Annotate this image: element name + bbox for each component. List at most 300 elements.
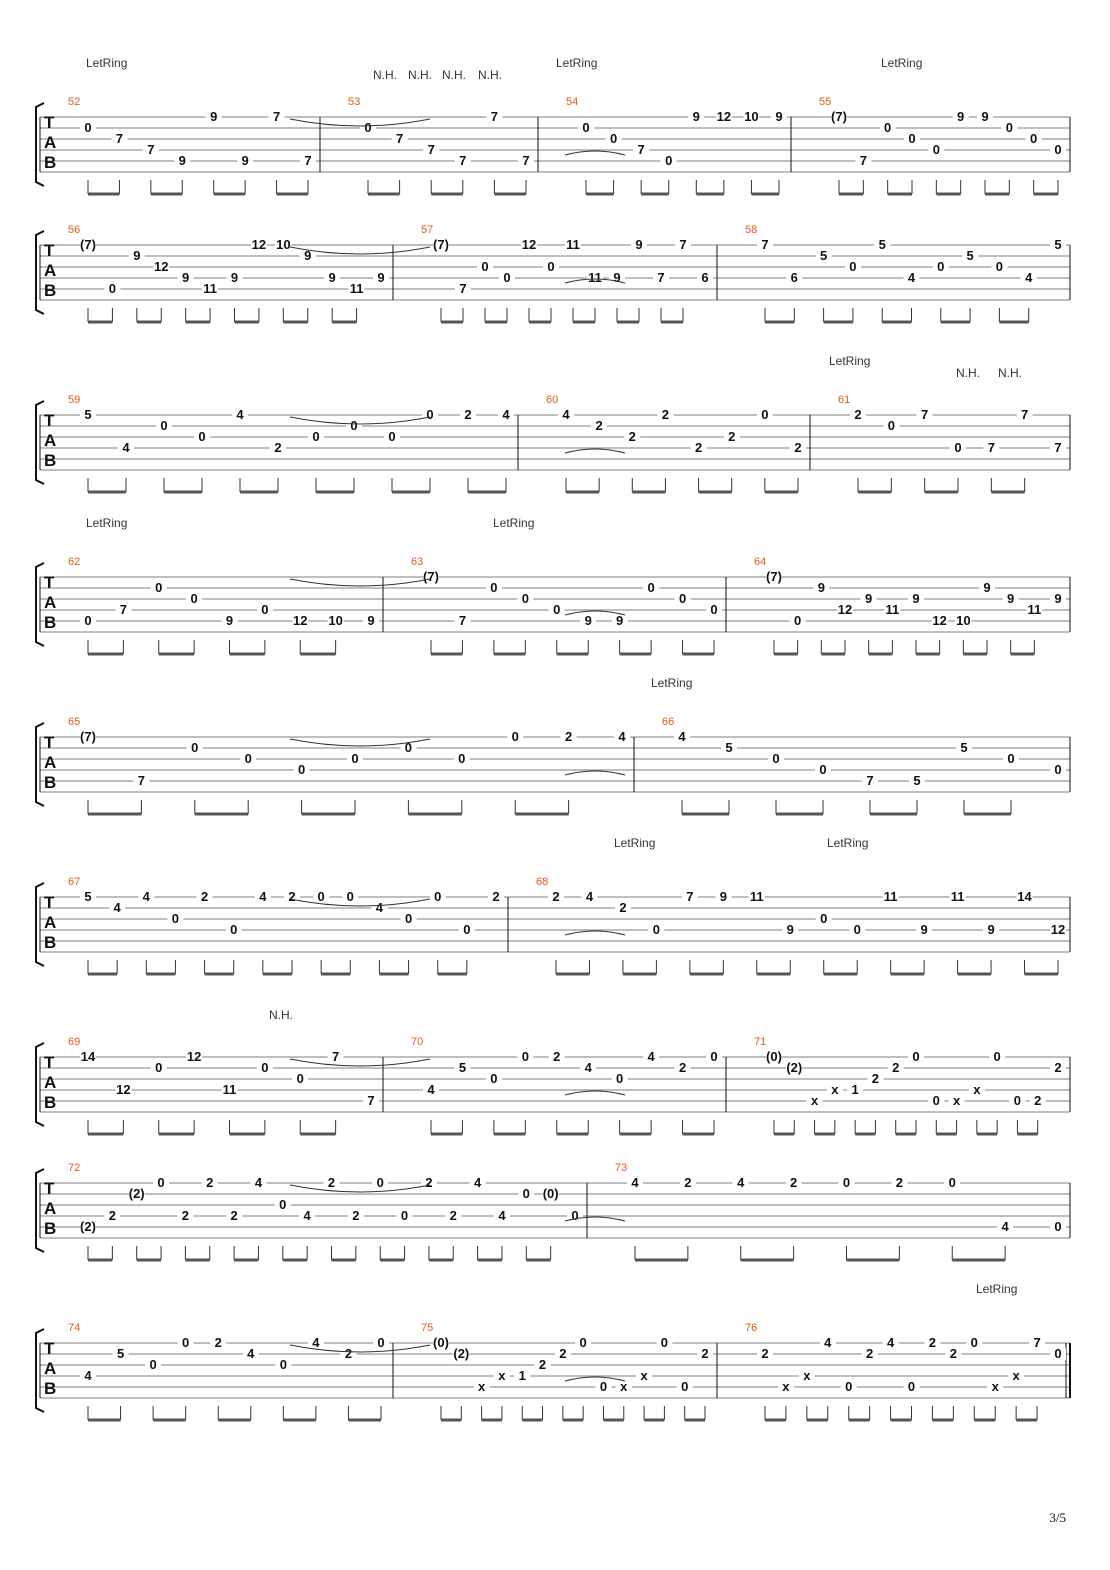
fret-number: x: [991, 1379, 999, 1394]
fret-number: 7: [332, 1049, 340, 1064]
fret-number: 11: [566, 237, 580, 252]
fret-number: 7: [657, 270, 665, 285]
fret-number: 5: [116, 1346, 125, 1361]
fret-number: 4: [1001, 1219, 1009, 1234]
tab-clef-letter: T: [44, 241, 55, 260]
tab-system: [36, 676, 1070, 814]
fret-number: 5: [960, 740, 968, 755]
tab-clef-letter: A: [44, 261, 57, 280]
fret-number: 12: [932, 613, 947, 628]
fret-number: 0: [522, 1186, 530, 1201]
fret-number: 4: [584, 1060, 592, 1075]
tab-clef-letter: B: [44, 613, 57, 632]
measure-number: 55: [819, 96, 832, 108]
measure-number: 57: [421, 224, 434, 236]
fret-number: 2: [553, 1049, 561, 1064]
fret-number: 0: [579, 1335, 587, 1350]
fret-number: 0: [794, 613, 802, 628]
fret-number: 9: [786, 922, 794, 937]
fret-number: 0: [279, 1197, 287, 1212]
fret-number: 2: [628, 429, 636, 444]
fret-number: 0: [376, 1175, 384, 1190]
fret-number: 0: [190, 591, 198, 606]
fret-number: 9: [225, 613, 234, 628]
fret-number: 0: [1007, 751, 1015, 766]
fret-number: 7: [459, 153, 467, 168]
fret-number: 4: [375, 900, 384, 915]
fret-number: 4: [236, 407, 244, 422]
fret-number: 7: [458, 613, 467, 628]
fret-number: 0: [1013, 1093, 1022, 1108]
fret-number: 2: [449, 1208, 457, 1223]
natural-harmonic-label: N.H.: [373, 68, 397, 82]
fret-number: 4: [502, 407, 510, 422]
fret-number: 0: [681, 1379, 689, 1394]
fret-number: 0: [312, 429, 320, 444]
tab-system: [36, 516, 1070, 654]
fret-number: 0: [400, 1208, 409, 1223]
measure-number: 60: [546, 394, 559, 406]
fret-number: 0: [908, 131, 916, 146]
fret-number: 0: [350, 418, 358, 433]
fret-number: 0: [887, 418, 895, 433]
fret-number: 2: [552, 889, 560, 904]
fret-number: 9: [635, 237, 643, 252]
fret-number: 4: [647, 1049, 655, 1064]
fret-number: 9: [133, 248, 141, 263]
tie: [290, 1059, 430, 1066]
fret-number: 4: [678, 729, 686, 744]
fret-number: 10: [744, 109, 759, 124]
fret-number: 2: [678, 1060, 687, 1075]
fret-number: 2: [895, 1175, 903, 1190]
fret-number: 0: [547, 259, 555, 274]
measure-number: 58: [745, 224, 758, 236]
let-ring-label: LetRing: [976, 1282, 1018, 1296]
fret-number: 0: [261, 602, 269, 617]
let-ring-label: LetRing: [651, 676, 693, 690]
fret-number: 2: [661, 407, 670, 422]
fret-number: 11: [749, 889, 764, 904]
fret-number: 11: [349, 281, 364, 296]
fret-number: 9: [817, 580, 825, 595]
fret-number: 0: [820, 911, 828, 926]
fret-number: 7: [679, 237, 687, 252]
tie: [565, 771, 625, 775]
fret-number: (7): [80, 237, 96, 252]
fret-number: 5: [458, 1060, 467, 1075]
fret-number: 9: [920, 922, 928, 937]
measure-number: 68: [536, 876, 549, 888]
tie: [565, 151, 625, 155]
fret-number: 0: [710, 602, 718, 617]
fret-number: 6: [701, 270, 709, 285]
fret-number: 0: [296, 1071, 304, 1086]
tie: [565, 1091, 625, 1095]
measure-number: 53: [348, 96, 361, 108]
fret-number: 9: [178, 153, 186, 168]
fret-number: 2: [1034, 1093, 1042, 1108]
tab-clef-letter: A: [44, 1199, 57, 1218]
let-ring-label: LetRing: [829, 354, 871, 368]
fret-number: 2: [564, 729, 573, 744]
tie: [565, 931, 625, 935]
tab-system: [36, 56, 1070, 194]
fret-number: 6: [790, 270, 798, 285]
fret-number: 7: [1033, 1335, 1041, 1350]
measure-number: 56: [68, 224, 81, 236]
fret-number: 0: [553, 602, 561, 617]
fret-number: 2: [761, 1346, 769, 1361]
fret-number: 4: [737, 1175, 745, 1190]
tab-clef-letter: T: [44, 411, 55, 430]
fret-number: 12: [186, 1049, 202, 1064]
fret-number: 0: [937, 259, 945, 274]
fret-number: 0: [388, 429, 396, 444]
tie: [565, 1377, 625, 1381]
tab-clef-letter: B: [44, 153, 57, 172]
fret-number: 4: [498, 1208, 506, 1223]
measure-number: 52: [68, 96, 81, 108]
fret-number: 2: [871, 1071, 880, 1086]
fret-number: 12: [1050, 922, 1066, 937]
fret-number: 0: [1054, 762, 1062, 777]
fret-number: 4: [907, 270, 916, 285]
fret-number: 7: [459, 281, 467, 296]
fret-number: 0: [244, 751, 252, 766]
fret-number: 0: [261, 1060, 269, 1075]
fret-number: 0: [279, 1357, 287, 1372]
tab-clef-letter: B: [44, 1219, 57, 1238]
fret-number: 0: [582, 120, 590, 135]
fret-number: 2: [928, 1335, 937, 1350]
fret-number: 0: [652, 922, 661, 937]
tab-system: [36, 354, 1070, 492]
fret-number: 11: [222, 1082, 237, 1097]
fret-number: 12: [716, 109, 732, 124]
tab-clef-letter: T: [44, 573, 55, 592]
fret-number: x: [952, 1093, 961, 1108]
fret-number: 4: [113, 900, 121, 915]
fret-number: 4: [303, 1208, 311, 1223]
measure-number: 59: [68, 394, 81, 406]
fret-number: 7: [272, 109, 281, 124]
fret-number: x: [498, 1368, 506, 1383]
fret-number: 2: [728, 429, 736, 444]
fret-number: 0: [463, 922, 471, 937]
fret-number: 0: [678, 591, 687, 606]
fret-number: 0: [710, 1049, 718, 1064]
fret-number: (2): [128, 1186, 145, 1201]
fret-number: 7: [395, 131, 404, 146]
fret-number: 2: [274, 440, 282, 455]
tab-clef-letter: B: [44, 1379, 57, 1398]
fret-number: 0: [481, 259, 489, 274]
tab-clef-letter: B: [44, 933, 57, 952]
fret-number: 11: [203, 281, 217, 296]
fret-number: 9: [230, 270, 239, 285]
tab-clef-letter: B: [44, 281, 57, 300]
measure-number: 73: [615, 1162, 628, 1174]
fret-number: 5: [878, 237, 886, 252]
fret-number: 0: [157, 1175, 165, 1190]
fret-number: 0: [853, 922, 861, 937]
fret-number: 9: [616, 613, 624, 628]
fret-number: 0: [155, 1060, 163, 1075]
fret-number: 2: [206, 1175, 214, 1190]
fret-number: x: [831, 1082, 839, 1097]
fret-number: 11: [950, 889, 965, 904]
fret-number: 0: [198, 429, 206, 444]
fret-number: 9: [613, 270, 621, 285]
let-ring-label: LetRing: [493, 516, 535, 530]
fret-number: 0: [1054, 1219, 1062, 1234]
fret-number: 2: [344, 1346, 353, 1361]
fret-number: 14: [80, 1049, 96, 1064]
fret-number: 9: [912, 591, 920, 606]
tab-clef-letter: T: [44, 113, 55, 132]
tab-clef-letter: A: [44, 1073, 57, 1092]
fret-number: 0: [490, 580, 498, 595]
fret-number: 0: [160, 418, 168, 433]
natural-harmonic-label: N.H.: [269, 1008, 293, 1022]
tab-clef-letter: B: [44, 1093, 57, 1112]
fret-number: 9: [719, 889, 727, 904]
fret-number: 0: [84, 613, 92, 628]
fret-number: 0: [149, 1357, 157, 1372]
tab-clef-letter: B: [44, 451, 57, 470]
fret-number: x: [477, 1379, 486, 1394]
fret-number: 4: [1025, 270, 1033, 285]
let-ring-label: LetRing: [614, 836, 656, 850]
fret-number: 0: [772, 751, 780, 766]
fret-number: 2: [854, 407, 862, 422]
fret-number: 0: [155, 580, 163, 595]
fret-number: 2: [595, 418, 603, 433]
let-ring-label: LetRing: [86, 516, 128, 530]
fret-number: x: [620, 1379, 628, 1394]
fret-number: 0: [191, 740, 199, 755]
fret-number: 0: [1054, 1346, 1062, 1361]
fret-number: 2: [790, 1175, 798, 1190]
fret-number: 2: [230, 1208, 238, 1223]
fret-number: 0: [849, 259, 857, 274]
fret-number: x: [973, 1082, 981, 1097]
fret-number: 2: [619, 900, 627, 915]
tab-system: [36, 1008, 1070, 1134]
fret-number: x: [1012, 1368, 1020, 1383]
tab-system: [36, 224, 1070, 322]
fret-number: 0: [995, 259, 1004, 274]
fret-number: 2: [327, 1175, 336, 1190]
tab-clef-letter: T: [44, 893, 55, 912]
fret-number: 0: [351, 751, 359, 766]
fret-number: 0: [434, 889, 442, 904]
fret-number: 7: [1021, 407, 1029, 422]
fret-number: 0: [317, 889, 325, 904]
fret-number: (2): [80, 1219, 96, 1234]
fret-number: 4: [142, 889, 150, 904]
fret-number: 2: [214, 1335, 222, 1350]
fret-number: 4: [473, 1175, 482, 1190]
measure-number: 70: [411, 1036, 424, 1048]
fret-number: (7): [423, 569, 439, 584]
fret-number: 9: [692, 109, 700, 124]
fret-number: 0: [907, 1379, 916, 1394]
fret-number: 11: [883, 889, 898, 904]
measure-number: 66: [662, 716, 675, 728]
tab-clef-letter: A: [44, 133, 57, 152]
fret-number: 0: [404, 740, 413, 755]
fret-number: 5: [84, 889, 92, 904]
fret-number: 0: [660, 1335, 669, 1350]
fret-number: 0: [1005, 120, 1013, 135]
fret-number: 9: [1054, 591, 1062, 606]
fret-number: 9: [377, 270, 385, 285]
fret-number: 7: [427, 142, 435, 157]
measure-number: 76: [745, 1322, 758, 1334]
fret-number: 11: [1027, 602, 1042, 617]
fret-number: (2): [453, 1346, 470, 1361]
fret-number: 0: [230, 922, 238, 937]
fret-number: 0: [616, 1071, 624, 1086]
fret-number: 4: [312, 1335, 320, 1350]
fret-number: 0: [171, 911, 180, 926]
let-ring-label: LetRing: [827, 836, 869, 850]
fret-number: x: [803, 1368, 811, 1383]
measure-number: 71: [754, 1036, 767, 1048]
fret-number: 9: [210, 109, 218, 124]
tab-clef-letter: A: [44, 431, 57, 450]
fret-number: 0: [364, 120, 372, 135]
tab-system: [36, 836, 1070, 974]
fret-number: 12: [521, 237, 537, 252]
fret-number: 4: [562, 407, 570, 422]
fret-number: 0: [297, 762, 306, 777]
fret-number: 0: [511, 729, 519, 744]
measure-number: 61: [838, 394, 851, 406]
fret-number: 0: [599, 1379, 608, 1394]
fret-number: 5: [819, 248, 828, 263]
fret-number: 0: [970, 1335, 978, 1350]
fret-number: 9: [981, 109, 989, 124]
fret-number: 0: [404, 911, 413, 926]
fret-number: (7): [433, 237, 449, 252]
fret-number: 0: [521, 1049, 529, 1064]
fret-number: 7: [147, 142, 155, 157]
fret-number: 7: [866, 773, 874, 788]
fret-number: 4: [84, 1368, 92, 1383]
fret-number: 4: [886, 1335, 895, 1350]
let-ring-label: LetRing: [881, 56, 923, 70]
fret-number: 9: [983, 580, 991, 595]
fret-number: 0: [912, 1049, 920, 1064]
fret-number: 2: [949, 1346, 957, 1361]
fret-number: (7): [80, 729, 96, 744]
measure-number: 64: [754, 556, 767, 568]
fret-number: 12: [154, 259, 169, 274]
fret-number: 7: [686, 889, 694, 904]
fret-number: 0: [647, 580, 655, 595]
fret-number: 0: [108, 281, 117, 296]
fret-number: 5: [84, 407, 92, 422]
tie: [290, 899, 430, 906]
fret-number: 0: [993, 1049, 1001, 1064]
tie: [290, 1185, 430, 1192]
fret-number: 4: [585, 889, 594, 904]
fret-number: x: [810, 1093, 819, 1108]
fret-number: 0: [571, 1208, 579, 1223]
fret-number: 2: [425, 1175, 433, 1190]
fret-number: x: [782, 1379, 790, 1394]
natural-harmonic-label: N.H.: [442, 68, 466, 82]
tie: [290, 579, 430, 586]
fret-number: 2: [684, 1175, 692, 1190]
fret-number: 0: [932, 1093, 940, 1108]
fret-number: 0: [521, 591, 529, 606]
fret-number: 9: [328, 270, 336, 285]
fret-number: 0: [503, 270, 511, 285]
tie: [565, 449, 625, 453]
fret-number: 9: [367, 613, 375, 628]
fret-number: 12: [293, 613, 308, 628]
fret-number: 4: [247, 1346, 255, 1361]
fret-number: 0: [377, 1335, 385, 1350]
fret-number: 7: [859, 153, 867, 168]
fret-number: 9: [304, 248, 312, 263]
tab-clef-letter: T: [44, 1179, 55, 1198]
let-ring-label: LetRing: [86, 56, 128, 70]
measure-number: 63: [411, 556, 424, 568]
tab-clef-letter: T: [44, 1053, 55, 1072]
fret-number: 2: [794, 440, 802, 455]
fret-number: 7: [115, 131, 124, 146]
fret-number: 9: [865, 591, 873, 606]
fret-number: 10: [956, 613, 971, 628]
tab-clef-letter: T: [44, 1339, 55, 1358]
fret-number: 0: [490, 1071, 498, 1086]
fret-number: 7: [522, 153, 530, 168]
fret-number: 4: [631, 1175, 639, 1190]
measure-number: 75: [421, 1322, 434, 1334]
natural-harmonic-label: N.H.: [956, 366, 980, 380]
fret-number: 1: [518, 1368, 526, 1383]
fret-number: 10: [328, 613, 343, 628]
tab-clef-letter: B: [44, 773, 57, 792]
tab-clef-letter: A: [44, 753, 57, 772]
measure-number: 67: [68, 876, 81, 888]
fret-number: 5: [913, 773, 921, 788]
fret-number: 2: [288, 889, 296, 904]
tab-system: [36, 1162, 1070, 1260]
fret-number: 7: [921, 407, 929, 422]
fret-number: 5: [1054, 237, 1062, 252]
fret-number: 2: [701, 1346, 709, 1361]
fret-number: 5: [966, 248, 974, 263]
fret-number: 0: [84, 120, 92, 135]
fret-number: 2: [464, 407, 472, 422]
fret-number: (7): [766, 569, 782, 584]
measure-number: 62: [68, 556, 81, 568]
tab-system: [36, 1282, 1070, 1420]
fret-number: 0: [954, 440, 962, 455]
fret-number: 4: [122, 440, 130, 455]
fret-number: 12: [251, 237, 267, 252]
fret-number: 4: [259, 889, 267, 904]
fret-number: 2: [108, 1208, 116, 1223]
fret-number: 0: [1054, 142, 1062, 157]
fret-number: 4: [618, 729, 626, 744]
